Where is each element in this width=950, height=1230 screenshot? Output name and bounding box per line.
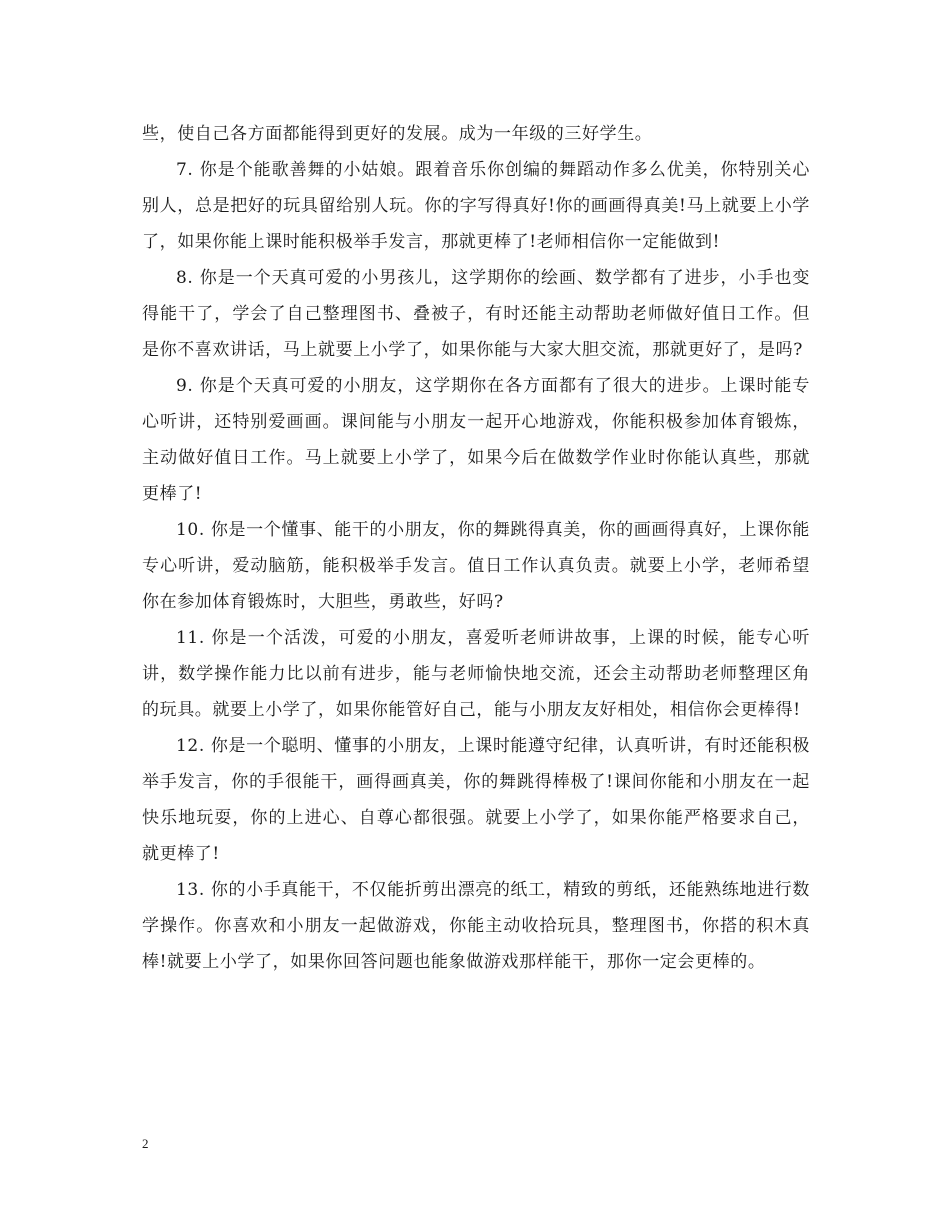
page-number: 2: [142, 1136, 149, 1151]
paragraph-continuation: 些，使自己各方面都能得到更好的发展。成为一年级的三好学生。: [142, 124, 653, 144]
paragraph-item-12: 12. 你是一个聪明、懂事的小朋友，上课时能遵守纪律，认真听讲，有时还能积极举手发言，你的手很能干，画得画真美，你的舞跳得棒极了!课间你能和小朋友在一起快乐地玩耍，你的上进心、自尊心都很强。就要上小学了，如果你能严格要求自己，就更棒了!: [142, 736, 810, 864]
paragraph-item-11: 11. 你是一个活泼，可爱的小朋友，喜爱听老师讲故事，上课的时候，能专心听讲，数学操作能力比以前有进步，能与老师愉快地交流，还会主动帮助老师整理区角的玩具。就要上小学了，如果你能管好自己，能与小朋友友好相处，相信你会更棒得!: [142, 628, 810, 720]
paragraph-item-9: 9. 你是个天真可爱的小朋友，这学期你在各方面都有了很大的进步。上课时能专心听讲，还特别爱画画。课间能与小朋友一起开心地游戏，你能积极参加体育锻炼，主动做好值日工作。马上就要上小学了，如果今后在做数学作业时你能认真些，那就更棒了!: [142, 376, 810, 504]
paragraph-item-13: 13. 你的小手真能干，不仅能折剪出漂亮的纸工，精致的剪纸，还能熟练地进行数学操作。你喜欢和小朋友一起做游戏，你能主动收拾玩具，整理图书，你搭的积木真棒!就要上小学了，如果你回答问题也能象做游戏那样能干，那你一定会更棒的。: [142, 880, 810, 972]
paragraph-item-10: 10. 你是一个懂事、能干的小朋友，你的舞跳得真美，你的画画得真好，上课你能专心听讲，爱动脑筋，能积极举手发言。值日工作认真负责。就要上小学，老师希望你在参加体育锻炼时，大胆些，勇敢些，好吗?: [142, 520, 810, 612]
paragraph-item-8: 8. 你是一个天真可爱的小男孩儿，这学期你的绘画、数学都有了进步，小手也变得能干了，学会了自己整理图书、叠被子，有时还能主动帮助老师做好值日工作。但是你不喜欢讲话，马上就要上小学了，如果你能与大家大胆交流，那就更好了，是吗?: [142, 268, 810, 360]
document-body: [142, 116, 810, 980]
paragraph-item-7: 7. 你是个能歌善舞的小姑娘。跟着音乐你创编的舞蹈动作多么优美，你特别关心别人，总是把好的玩具留给别人玩。你的字写得真好!你的画画得真美!马上就要上小学了，如果你能上课时能积极举手发言，那就更棒了!老师相信你一定能做到!: [142, 160, 810, 252]
